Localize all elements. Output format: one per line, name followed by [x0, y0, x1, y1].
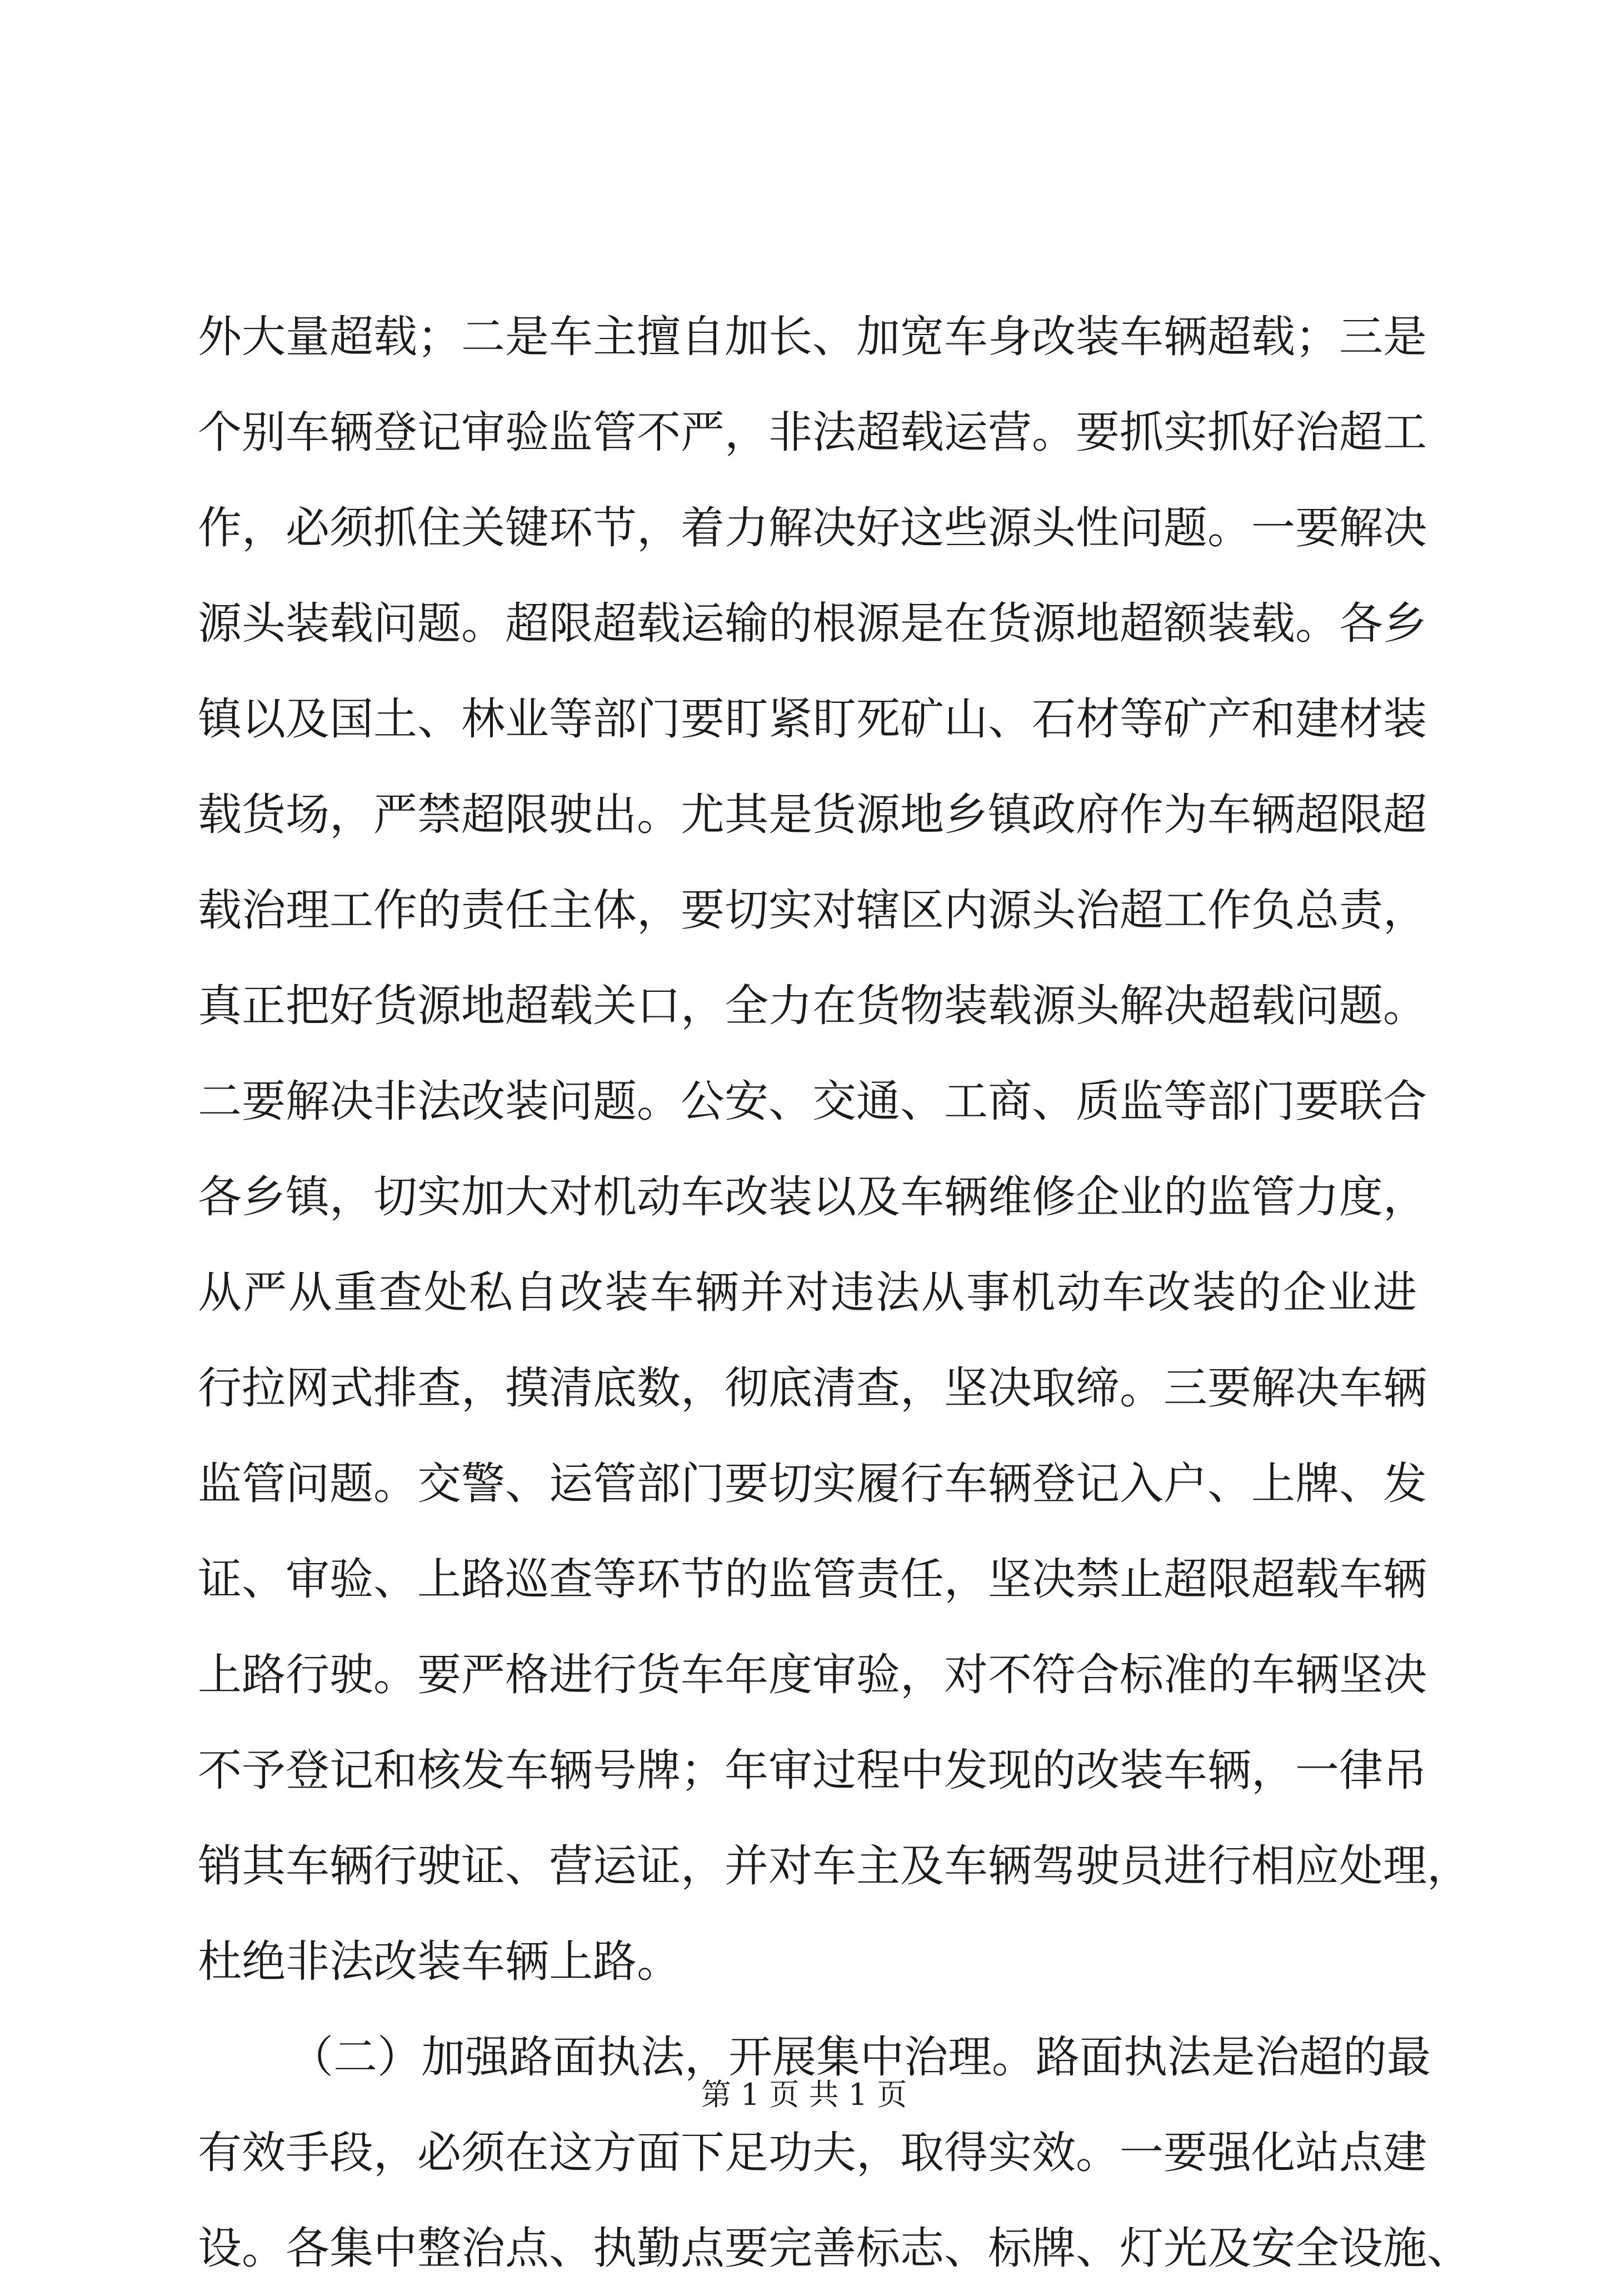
page-number-footer: 第 1 页 共 1 页	[701, 2077, 907, 2112]
text-line: 作，必须抓住关键环节，着力解决好这些源头性问题。一要解决	[198, 502, 1427, 553]
text-line: 监管问题。交警、运管部门要切实履行车辆登记入户、上牌、发	[198, 1458, 1427, 1509]
text-line: 个别车辆登记审验监管不严，非法超载运营。要抓实抓好治超工	[198, 407, 1427, 458]
text-line: 不予登记和核发车辆号牌；年审过程中发现的改装车辆，一律吊	[198, 1745, 1427, 1796]
text-line: 载货场，严禁超限驶出。尤其是货源地乡镇政府作为车辆超限超	[198, 789, 1427, 840]
text-line: 二要解决非法改装问题。公安、交通、工商、质监等部门要联合	[198, 1076, 1427, 1127]
text-line: （二）加强路面执法，开展集中治理。路面执法是治超的最	[289, 2032, 1431, 2083]
text-line: 各乡镇，切实加大对机动车改装以及车辆维修企业的监管力度，	[198, 1171, 1427, 1222]
text-line: 源头装载问题。超限超载运输的根源是在货源地超额装载。各乡	[198, 598, 1427, 649]
text-line: 载治理工作的责任主体，要切实对辖区内源头治超工作负总责，	[198, 885, 1427, 936]
paragraph	[198, 289, 1471, 2009]
text-line: 上路行驶。要严格进行货车年度审验，对不符合标准的车辆坚决	[198, 1649, 1427, 1700]
text-line: 有效手段，必须在这方面下足功夫，取得实效。一要强化站点建	[198, 2127, 1427, 2178]
document-body	[198, 289, 1471, 2296]
text-line: 行拉网式排查，摸清底数，彻底清查，坚决取缔。三要解决车辆	[198, 1362, 1427, 1414]
text-line: 镇以及国土、林业等部门要盯紧盯死矿山、石材等矿产和建材装	[198, 693, 1427, 745]
text-line: 真正把好货源地超载关口，全力在货物装载源头解决超载问题。	[198, 980, 1427, 1031]
text-line: 杜绝非法改装车辆上路。	[198, 1936, 681, 1987]
text-line: 从严从重查处私自改装车辆并对违法从事机动车改装的企业进	[198, 1267, 1417, 1318]
paragraph	[198, 2009, 1471, 2296]
text-line: 设。各集中整治点、执勤点要完善标志、标牌、灯光及安全设施、	[198, 2223, 1471, 2274]
text-line: 外大量超载；二是车主擅自加长、加宽车身改装车辆超载；三是	[198, 311, 1427, 362]
text-line: 销其车辆行驶证、营运证，并对车主及车辆驾驶员进行相应处理，	[198, 1840, 1471, 1891]
text-line: 证、审验、上路巡查等环节的监管责任，坚决禁止超限超载车辆	[198, 1554, 1427, 1605]
